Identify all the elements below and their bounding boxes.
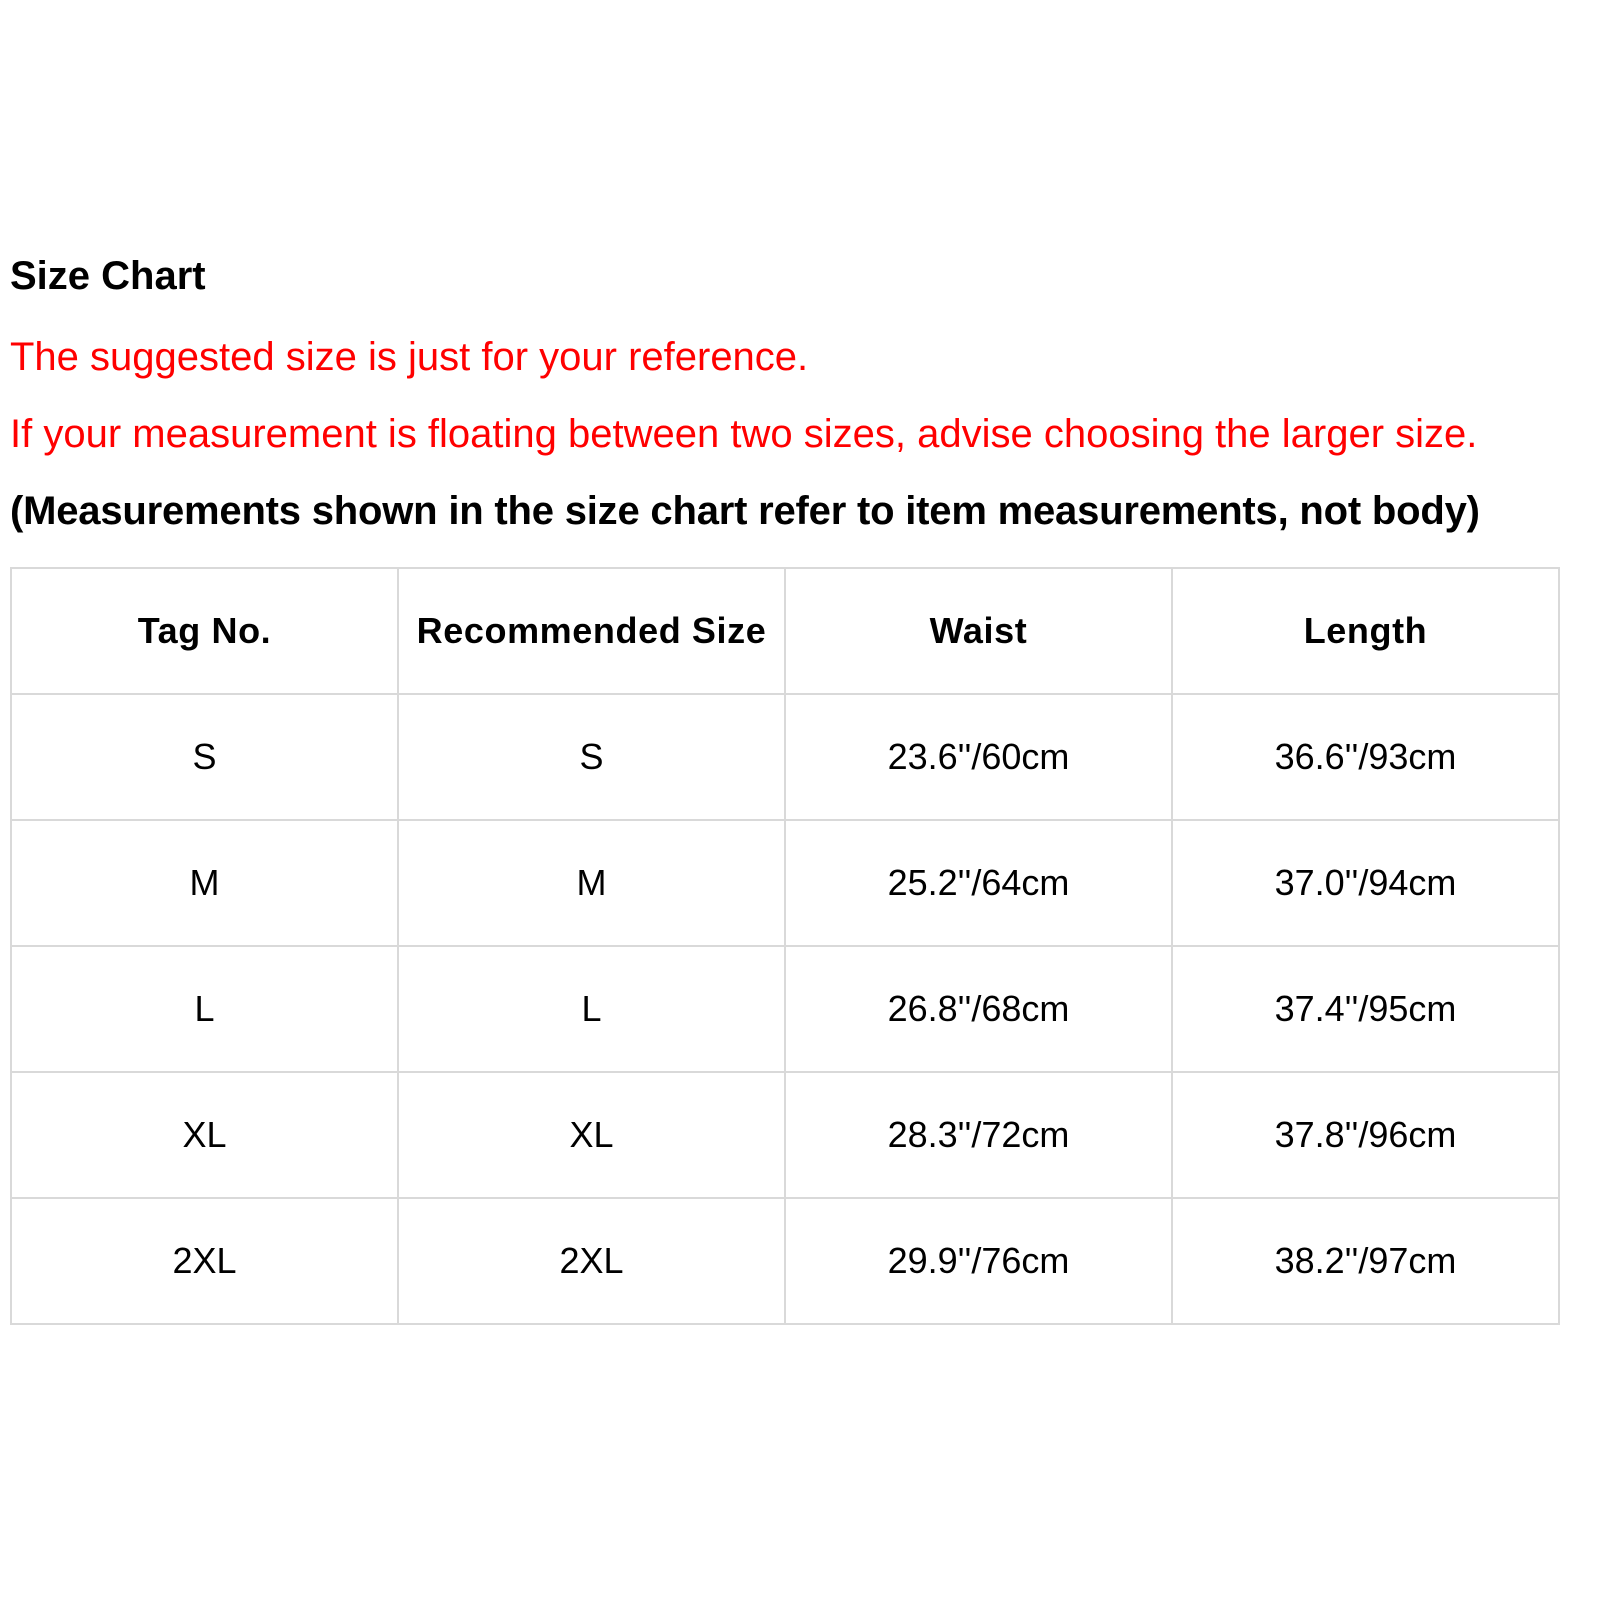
sizing-advice-note: If your measurement is floating between two sizes, advise choosing the larger size.	[10, 412, 1478, 456]
cell-length: 37.8''/96cm	[1172, 1072, 1559, 1198]
cell-length: 36.6''/93cm	[1172, 694, 1559, 820]
header-waist: Waist	[785, 568, 1172, 694]
cell-length: 37.0''/94cm	[1172, 820, 1559, 946]
cell-length: 37.4''/95cm	[1172, 946, 1559, 1072]
cell-waist: 25.2''/64cm	[785, 820, 1172, 946]
cell-recommended-size: 2XL	[398, 1198, 785, 1324]
measurement-disclaimer: (Measurements shown in the size chart refer to item measurements, not body)	[10, 489, 1480, 533]
cell-recommended-size: L	[398, 946, 785, 1072]
cell-tag-no: S	[11, 694, 398, 820]
cell-waist: 26.8''/68cm	[785, 946, 1172, 1072]
cell-tag-no: 2XL	[11, 1198, 398, 1324]
size-table	[10, 567, 1560, 1325]
table-row	[11, 820, 1559, 946]
cell-recommended-size: XL	[398, 1072, 785, 1198]
table-row	[11, 1072, 1559, 1198]
table-row	[11, 694, 1559, 820]
cell-waist: 23.6''/60cm	[785, 694, 1172, 820]
cell-tag-no: L	[11, 946, 398, 1072]
header-recommended-size: Recommended Size	[398, 568, 785, 694]
reference-note: The suggested size is just for your reference.	[10, 335, 809, 379]
table-row	[11, 946, 1559, 1072]
header-tag-no: Tag No.	[11, 568, 398, 694]
cell-waist: 28.3''/72cm	[785, 1072, 1172, 1198]
cell-recommended-size: M	[398, 820, 785, 946]
cell-tag-no: M	[11, 820, 398, 946]
cell-waist: 29.9''/76cm	[785, 1198, 1172, 1324]
table-header-row	[11, 568, 1559, 694]
cell-tag-no: XL	[11, 1072, 398, 1198]
cell-length: 38.2''/97cm	[1172, 1198, 1559, 1324]
page-title: Size Chart	[10, 254, 206, 298]
table-row	[11, 1198, 1559, 1324]
cell-recommended-size: S	[398, 694, 785, 820]
header-length: Length	[1172, 568, 1559, 694]
